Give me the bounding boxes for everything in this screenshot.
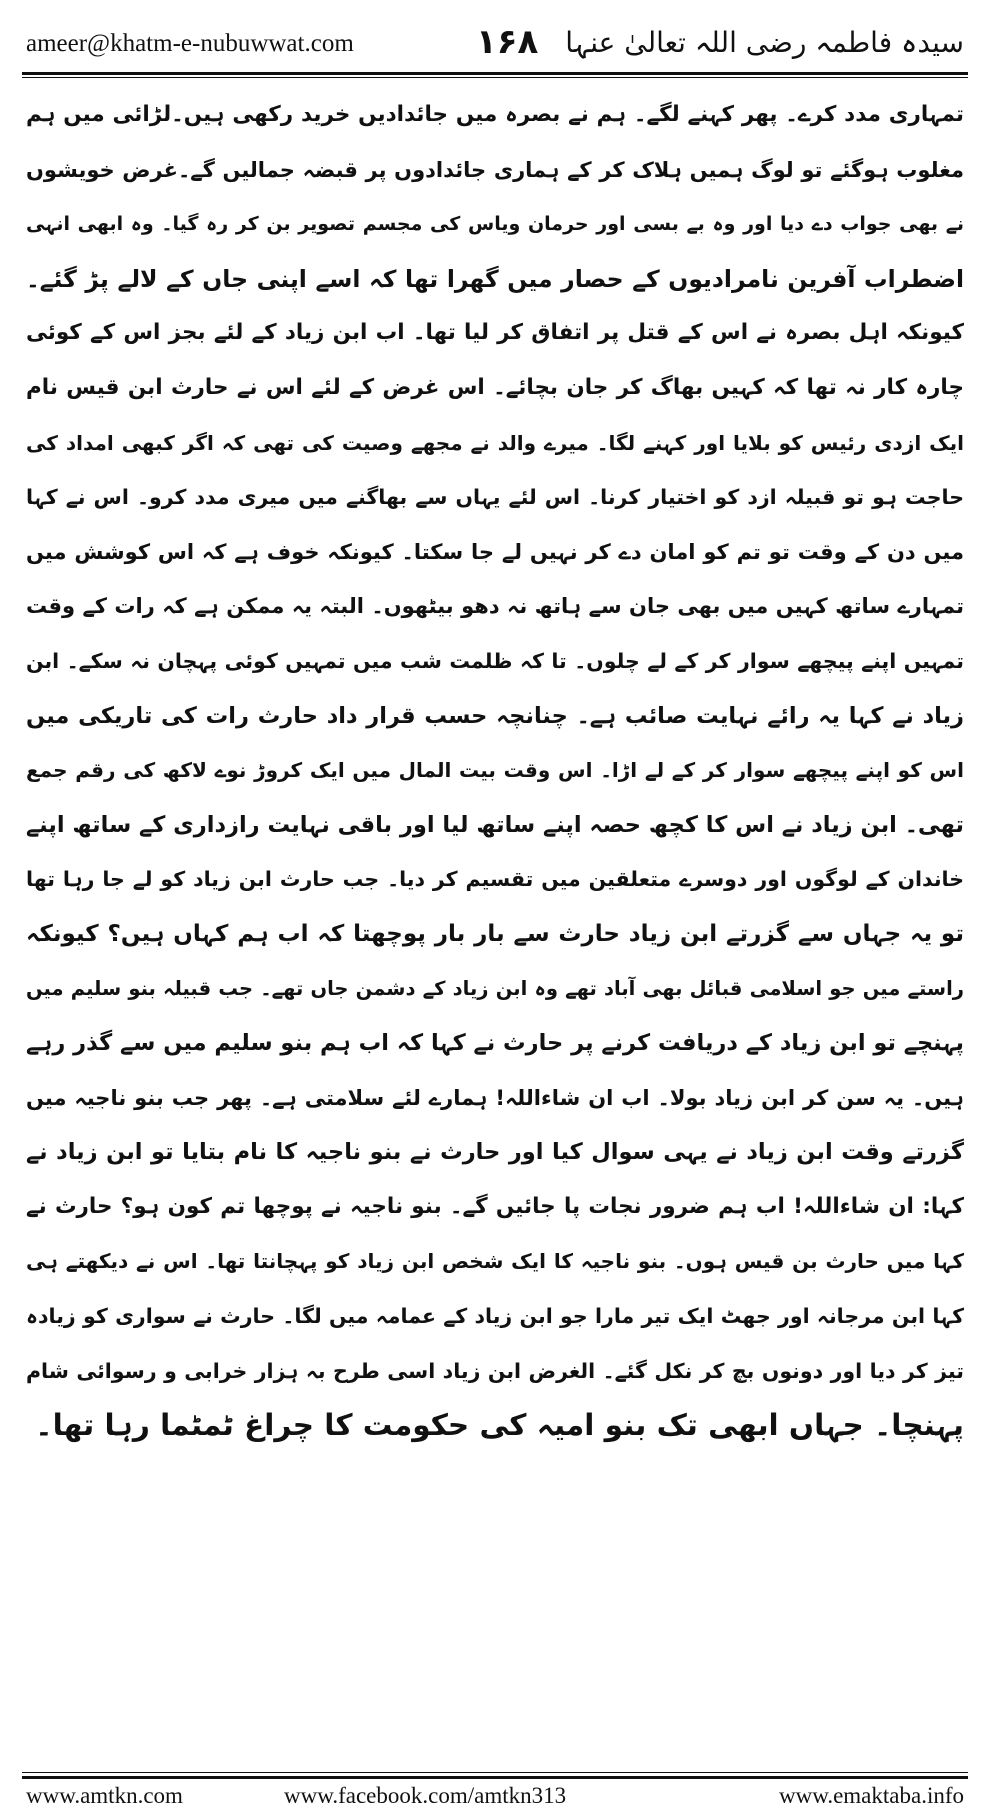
footer-link-amtkn[interactable]: www.amtkn.com [26,1783,183,1808]
footer-rule-thick [22,1776,968,1779]
text-line: ہیں۔ یہ سن کر ابن زیاد بولا۔ اب ان شاءاللہ! ہمارے لئے سلامتی ہے۔ پھر جب بنو ناجیہ میں [26,1085,964,1110]
text-line: تمہاری مدد کرے۔ پھر کہنے لگے۔ ہم نے بصرہ میں جائدادیں خرید رکھی ہیں۔لڑائی میں ہم [26,102,964,127]
text-line: راستے میں جو اسلامی قبائل بھی آباد تھے وہ ابن زیاد کے دشمن جاں تھے۔ جب قبیلہ بنو سلیم میں [26,976,964,1000]
text-line: تو یہ جہاں سے گزرتے ابن زیاد حارث سے بار بار پوچھتا کہ اب ہم کہاں ہیں؟ کیونکہ [26,920,964,947]
text-line: تیز کر دیا اور دونوں بچ کر نکل گئے۔ الغرض ابن زیاد اسی طرح بہ ہزار خرابی و رسوائی شام [26,1358,964,1383]
text-line: مغلوب ہوگئے تو لوگ ہمیں ہلاک کر کے ہماری جائدادوں پر قبضہ جمالیں گے۔غرض خویشوں [26,157,964,182]
header-email: ameer@khatm-e-nubuwwat.com [26,30,354,57]
text-line: پہنچا۔ جہاں ابھی تک بنو امیہ کی حکومت کا چراغ ٹمٹما رہا تھا۔ [35,1408,964,1443]
text-line: خاندان کے لوگوں اور دوسرے متعلقین میں تقسیم کر دیا۔ جب حارث ابن زیاد کو لے جا رہا تھا [26,867,964,892]
page-header [26,22,964,70]
footer-link-facebook[interactable]: www.facebook.com/amtkn313 [284,1783,567,1808]
text-line: کہا میں حارث بن قیس ہوں۔ بنو ناجیہ کا ایک شخص ابن زیاد کو پہچانتا تھا۔ اس نے دیکھتے ہی [26,1249,964,1274]
text-line: چارہ کار نہ تھا کہ کہیں بھاگ کر جان بچائے۔ اس غرض کے لئے اس نے حارث ابن قیس نام [26,374,964,400]
text-line: گزرتے وقت ابن زیاد نے یہی سوال کیا اور حارث نے بنو ناجیہ کا نام بتایا تو ابن زیاد نے [26,1139,964,1166]
text-line: تھی۔ ابن زیاد نے اس کا کچھ حصہ اپنے ساتھ لیا اور باقی نہایت رازداری کے ساتھ اپنے [26,811,964,838]
text-line: اضطراب آفرین نامرادیوں کے حصار میں گھرا تھا کہ اسے اپنی جاں کے لالے پڑ گئے۔ [26,264,964,293]
text-line: ایک ازدی رئیس کو بلایا اور کہنے لگا۔ میرے والد نے مجھے وصیت کی تھی کہ اگر کبھی امداد کی [26,430,964,455]
page-footer [26,1783,964,1813]
text-line: میں دن کے وقت تو تم کو امان دے کر نہیں لے جا سکتا۔ کیونکہ خوف ہے کہ اس کوشش میں [26,539,964,564]
text-line: پہنچے تو ابن زیاد کے دریافت کرنے پر حارث نے کہا کہ اب ہم بنو سلیم میں سے گذر رہے [26,1030,964,1057]
text-line: حاجت ہو تو قبیلہ ازد کو اختیار کرنا۔ اس لئے یہاں سے بھاگنے میں میری مدد کرو۔ اس نے کہا [26,485,964,510]
footer-rule-thin [22,1772,968,1773]
text-line: زیاد نے کہا یہ رائے نہایت صائب ہے۔ چنانچہ حسب قرار داد حارث رات کی تاریکی میں [26,702,964,729]
text-line: اس کو اپنے پیچھے سوار کر کے لے اڑا۔ اس وقت بیت المال میں ایک کروڑ نوے لاکھ کی رقم جمع [26,758,964,783]
text-line: کہا ابن مرجانہ اور جھٹ ایک تیر مارا جو ابن زیاد کے عمامہ میں لگا۔ حارث نے سواری کو زیادہ [26,1304,964,1329]
header-rule-thin [22,77,968,78]
text-line: نے بھی جواب دے دیا اور وہ بے بسی اور حرمان ویاس کی مجسم تصویر بن کر رہ گیا۔ وہ ابھی انہی [26,213,964,236]
text-line: تمہارے ساتھ کہیں میں بھی جان سے ہاتھ نہ دھو بیٹھوں۔ البتہ یہ ممکن ہے کہ رات کے وقت [26,594,964,619]
footer-link-emaktaba[interactable]: www.emaktaba.info [779,1783,964,1808]
chapter-title: سیدہ فاطمہ رضی اللہ تعالیٰ عنہا [565,26,964,59]
text-line: کیونکہ اہل بصرہ نے اس کے قتل پر اتفاق کر لیا تھا۔ اب ابن زیاد کے لئے بجز اس کے کوئی [26,320,964,346]
body-text [26,88,964,1453]
text-line: تمہیں اپنے پیچھے سوار کر کے لے چلوں۔ تا کہ ظلمت شب میں تمہیں کوئی پہچان نہ سکے۔ ابن [26,648,964,673]
header-rule-thick [22,72,968,75]
page-number: ۱۶۸ [476,22,539,62]
text-line: کہا: ان شاءاللہ! اب ہم ضرور نجات پا جائیں گے۔ بنو ناجیہ نے پوچھا تم کون ہو؟ حارث نے [26,1193,964,1219]
